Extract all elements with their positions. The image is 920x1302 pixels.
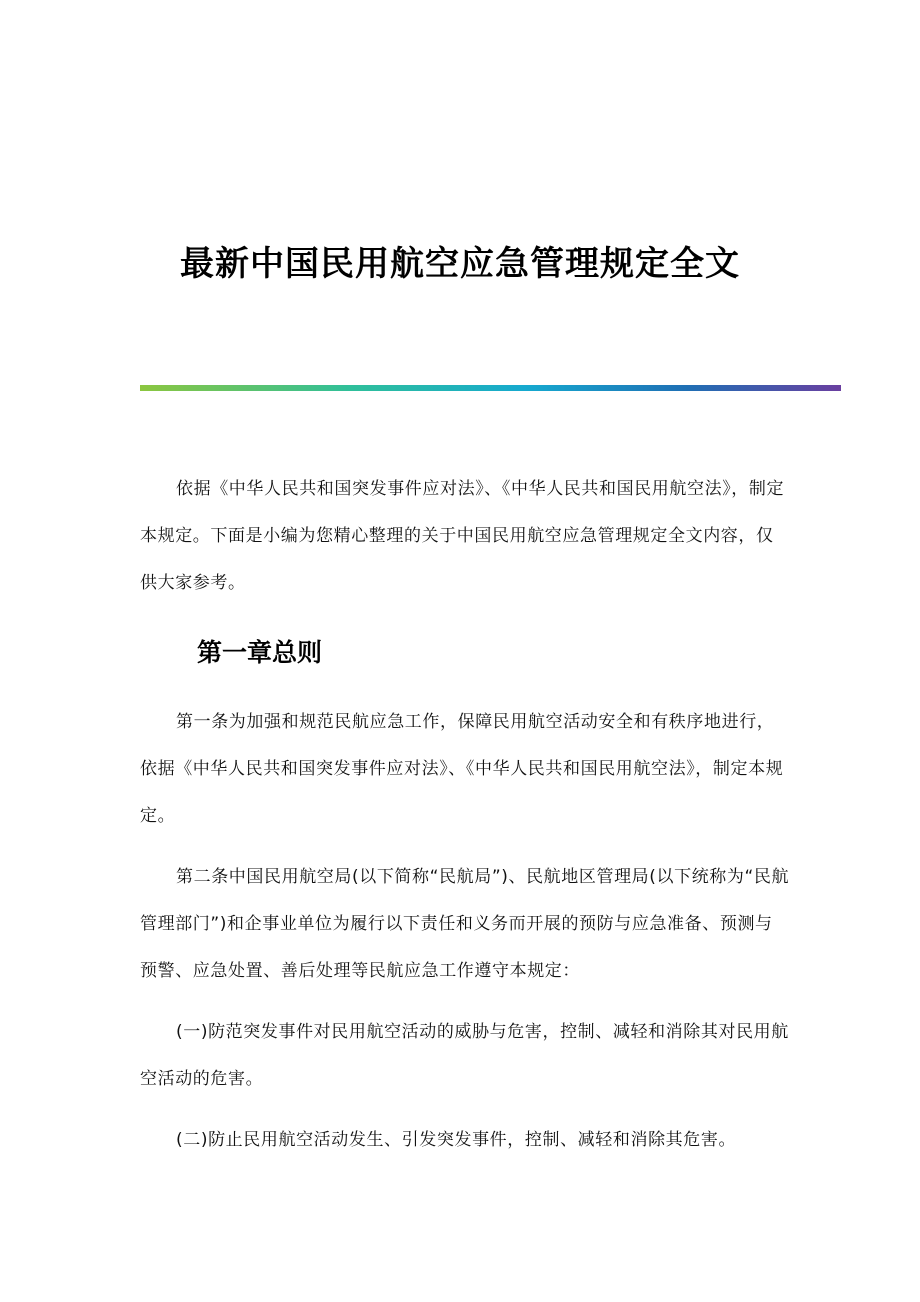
clause-2-paragraph: (二)防止民用航空活动发生、引发突发事件，控制、减轻和消除其危害。 (176, 1130, 737, 1150)
document-title: 最新中国民用航空应急管理规定全文 (180, 243, 740, 284)
chapter-heading: 第一章总则 (197, 638, 323, 667)
clause-1-paragraph: (一)防范突发事件对民用航空活动的威胁与危害，控制、减轻和消除其对民用航空活动的危害。 (140, 1022, 789, 1089)
title-divider-rule (140, 385, 841, 391)
article-2-paragraph: 第二条中国民用航空局(以下简称“民航局”)、民航地区管理局(以下统称为“民航管理部门”)和企事业单位为履行以下责任和义务而开展的预防与应急准备、预测与预警、应急处置、善后处理等民航应急工作遵守本规定： (140, 867, 790, 981)
document-body (140, 466, 790, 1164)
intro-paragraph: 依据《中华人民共和国突发事件应对法》、《中华人民共和国民用航空法》，制定本规定。下面是小编为您精心整理的关于中国民用航空应急管理规定全文内容，仅供大家参考。 (140, 479, 785, 593)
article-1-paragraph: 第一条为加强和规范民航应急工作，保障民用航空活动安全和有秩序地进行，依据《中华人民共和国突发事件应对法》、《中华人民共和国民用航空法》，制定本规定。 (140, 712, 784, 826)
